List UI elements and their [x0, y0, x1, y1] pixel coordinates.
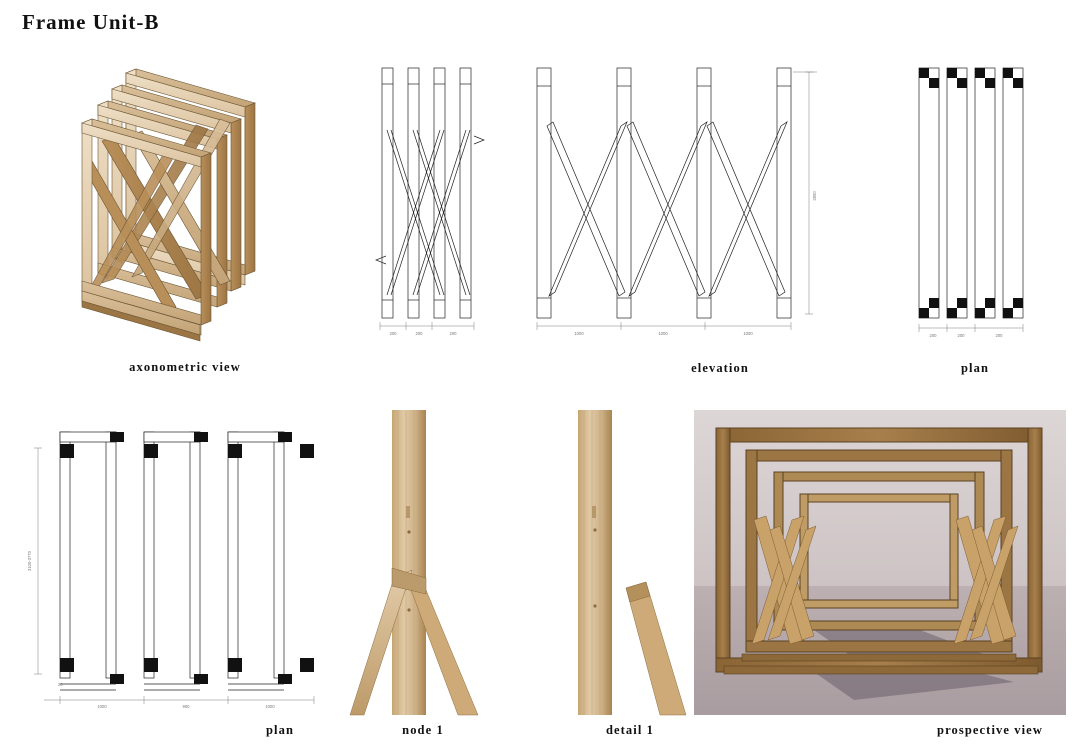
caption-axonometric: axonometric view [129, 360, 241, 374]
dim-planbot-1: 1000 [97, 704, 107, 709]
panel-detail-1 [500, 410, 690, 715]
dim-planbot-small: 20 [58, 682, 63, 687]
caption-detail-1: detail 1 [605, 723, 655, 737]
caption-plan-top: plan [960, 361, 990, 375]
dim-elev-3: 1000 [743, 331, 753, 336]
panel-side-elevation [370, 60, 490, 340]
dim-elev-2: 1000 [658, 331, 668, 336]
caption-prospective: prospective view [937, 723, 1043, 737]
caption-elevation: elevation [691, 361, 749, 375]
dim-elev-1: 1000 [574, 331, 584, 336]
panel-axonometric [30, 45, 340, 350]
caption-plan-bottom: plan [265, 723, 295, 737]
page-title: Frame Unit-B [22, 10, 160, 34]
dim-planbot-3: 1000 [265, 704, 275, 709]
dim-plantop-3: 200 [995, 333, 1003, 338]
panel-node-1 [350, 410, 496, 715]
caption-node-1: node 1 [402, 723, 444, 737]
axonometric-frames [82, 69, 255, 341]
panel-plan-top [905, 60, 1035, 340]
dim-side-1: 200 [389, 331, 397, 336]
dim-plantop-1: 200 [929, 333, 937, 338]
dim-side-3: 200 [449, 331, 457, 336]
dim-planbot-height: 3100-3770 [27, 550, 32, 572]
panel-elevation [525, 60, 825, 340]
panel-plan-bottom [14, 418, 330, 708]
dim-plantop-2: 200 [957, 333, 965, 338]
dim-side-2: 200 [415, 331, 423, 336]
panel-prospective [694, 410, 1066, 715]
dim-elev-height: 2800 [812, 191, 817, 201]
dim-planbot-2: 900 [182, 704, 190, 709]
